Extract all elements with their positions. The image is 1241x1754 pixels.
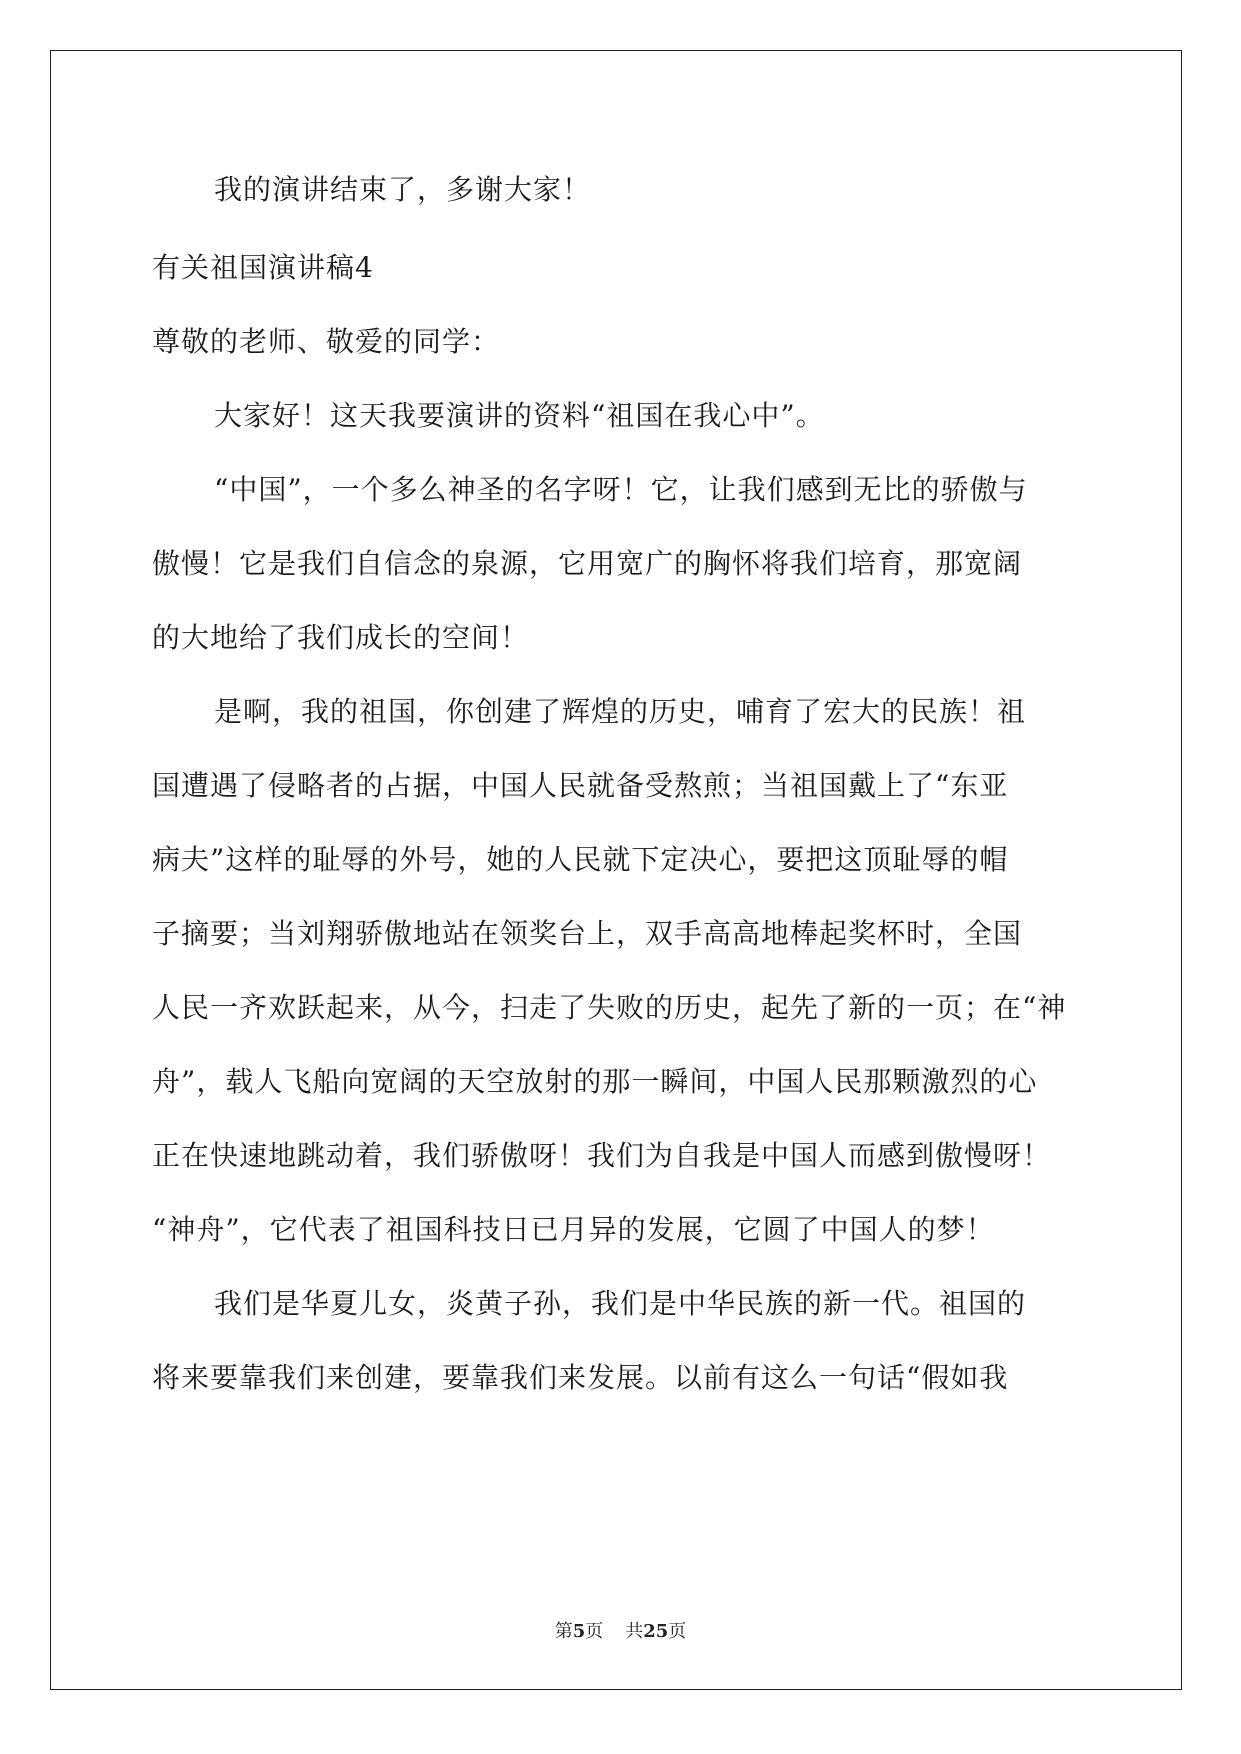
paragraph-line: 正在快速地跳动着，我们骄傲呀！我们为自我是中国人而感到傲慢呀！ — [152, 1139, 1052, 1172]
speech-title: 有关祖国演讲稿4 — [152, 251, 374, 284]
page-number: 5 — [572, 1621, 586, 1642]
paragraph-line: 子摘要；当刘翔骄傲地站在领奖台上，双手高高地棒起奖杯时，全国 — [152, 917, 1023, 950]
paragraph-line: 舟”，载人飞船向宽阔的天空放射的那一瞬间，中国人民那颗激烈的心 — [152, 1065, 1038, 1098]
paragraph-line: 将来要靠我们来创建，要靠我们来发展。以前有这么一句话“假如我 — [152, 1361, 1009, 1394]
paragraph-line: 病夫”这样的耻辱的外号，她的人民就下定决心，要把这顶耻辱的帽 — [152, 843, 1009, 876]
paragraph-line: 的大地给了我们成长的空间！ — [152, 621, 530, 654]
page-total: 25 — [643, 1621, 669, 1642]
total-suffix: 页 — [668, 1621, 687, 1642]
paragraph-line: 傲慢！它是我们自信念的泉源，它用宽广的胸怀将我们培育，那宽阔 — [152, 547, 1023, 580]
paragraph-line: “神舟”，它代表了祖国科技日已月异的发展，它圆了中国人的梦！ — [152, 1213, 995, 1246]
paragraph-line: 国遭遇了侵略者的占据，中国人民就备受熬煎；当祖国戴上了“东亚 — [152, 769, 1009, 802]
page-footer — [0, 1620, 1241, 1644]
paragraph-line: 是啊，我的祖国，你创建了辉煌的历史，哺育了宏大的民族！祖 — [214, 695, 1027, 728]
paragraph-line: 人民一齐欢跃起来，从今，扫走了失败的历史，起先了新的一页；在“神 — [152, 991, 1067, 1024]
paragraph-line: “中国”，一个多么神圣的名字呀！它，让我们感到无比的骄傲与 — [214, 473, 1028, 506]
page-suffix: 页 — [585, 1621, 604, 1642]
total-prefix: 共 — [625, 1621, 644, 1642]
closing-line: 我的演讲结束了，多谢大家！ — [214, 173, 592, 206]
paragraph-line: 我们是华夏儿女，炎黄子孙，我们是中华民族的新一代。祖国的 — [214, 1287, 1027, 1320]
page-prefix: 第 — [554, 1621, 573, 1642]
salutation: 尊敬的老师、敬爱的同学： — [152, 325, 501, 358]
paragraph-line: 大家好！这天我要演讲的资料“祖国在我心中”。 — [214, 399, 825, 432]
